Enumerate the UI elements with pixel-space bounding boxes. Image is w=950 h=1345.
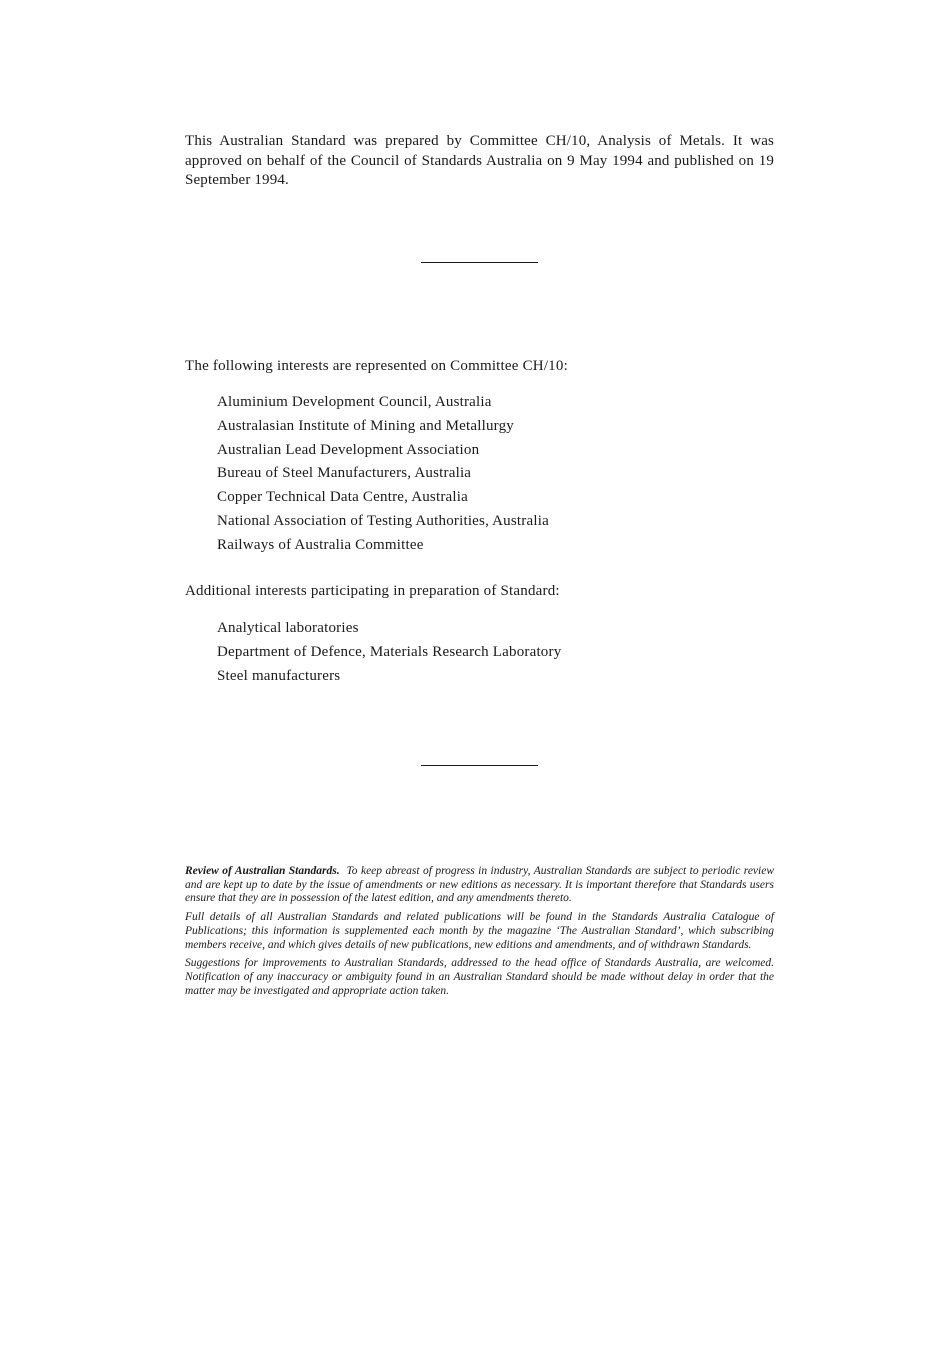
additional-interests-list — [217, 619, 561, 690]
list-item: Australasian Institute of Mining and Metallurgy — [217, 417, 514, 434]
review-note — [185, 865, 774, 906]
section-divider — [421, 765, 538, 766]
committee-representation-list — [217, 393, 549, 560]
review-note-text: To keep abreast of progress in industry, Australian Standards are subject to periodic review and are kept up to date by the issue of amendments or new editions as necessary. It is important therefore that Standards users ensure that they are in possession of the latest edition, and any amendments thereto. — [185, 865, 775, 905]
list-item: National Association of Testing Authorities, Australia — [217, 512, 549, 529]
list-item: Analytical laboratories — [217, 620, 359, 636]
list-item: Bureau of Steel Manufacturers, Australia — [217, 465, 472, 482]
catalogue-note: Full details of all Australian Standards and related publications will be found in the Standards Australia Catalogue of Publications; this information is supplemented each month by the magazine ‘The Australian Standard’, which subscribing members receive, and which gives details of new publications, new editions and amendments, and of withdrawn Standards. — [185, 911, 774, 951]
preparation-statement: This Australian Standard was prepared by Committee CH/10, Analysis of Metals. It was approved on behalf of the Council of Standards Australia on 9 May 1994 and published on 19 September 1994. — [185, 133, 774, 188]
suggestions-note: Suggestions for improvements to Australian Standards, addressed to the head office of Standards Australia, are welcomed. Notification of any inaccuracy or ambiguity found in an Australian Standard should be made without delay in order that the matter may be investigated and appropriate action taken. — [185, 957, 774, 997]
list-item: Copper Technical Data Centre, Australia — [217, 489, 468, 506]
review-notes — [185, 865, 774, 1003]
document-page — [185, 0, 774, 1345]
review-note-title: Review of Australian Standards. — [185, 865, 340, 877]
list-item: Australian Lead Development Association — [217, 441, 480, 458]
additional-interests-heading: Additional interests participating in preparation of Standard: — [185, 583, 560, 599]
list-item: Aluminium Development Council, Australia — [217, 394, 492, 410]
committee-representation-heading: The following interests are represented on Committee CH/10: — [185, 358, 568, 374]
list-item: Railways of Australia Committee — [217, 536, 424, 553]
section-divider — [421, 262, 538, 263]
list-item: Steel manufacturers — [217, 667, 341, 684]
list-item: Department of Defence, Materials Research Laboratory — [217, 643, 562, 660]
